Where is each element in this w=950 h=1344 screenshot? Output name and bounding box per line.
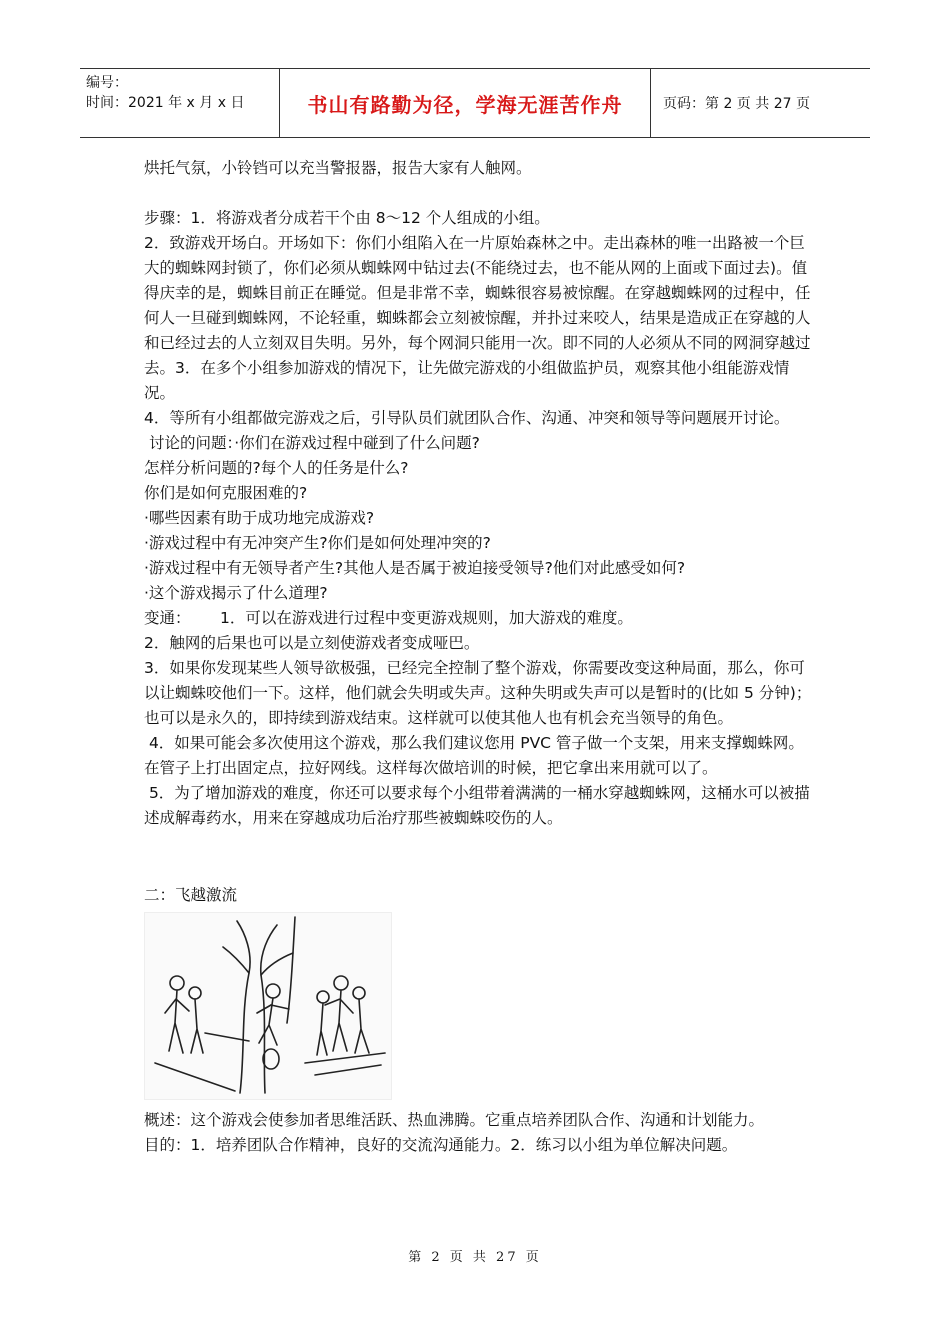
paragraph: 4．如果可能会多次使用这个游戏，那么我们建议您用 PVC 管子做一个支架，用来支撑蜘蛛网。在管子上打出固定点，拉好网线。这样每次做培训的时候，把它拿出来用就可以了。 xyxy=(144,734,804,777)
paragraph: 3．如果你发现某些人领导欲极强，已经完全控制了整个游戏，你需要改变这种局面，那么，你可以让蜘蛛咬他们一下。这样，他们就会失明或失声。这种失明或失声可以是暂时的(比如 5 分钟)；也可以是永久的，即持续到游戏结束。这样就可以使其他人也有机会充当领导的角色。 xyxy=(144,659,812,727)
header-page-info: 页码：第 2 页 共 27 页 xyxy=(663,96,810,112)
page-footer: 第 2 页 共 27 页 xyxy=(408,1250,542,1265)
tree-trunk xyxy=(237,921,250,1093)
paragraph: 怎样分析问题的?每个人的任务是什么? xyxy=(144,459,409,477)
section-heading: 二：飞越激流 xyxy=(144,886,238,904)
ground-line xyxy=(155,1063,235,1091)
header-motto: 书山有路勤为径，学海无涯苦作舟 xyxy=(280,69,651,137)
person-figure xyxy=(266,984,280,998)
paragraph: 5．为了增加游戏的难度，你还可以要求每个小组带着满满的一桶水穿越蜘蛛网，这桶水可以被描述成解毒药水，用来在穿越成功后治疗那些被蜘蛛咬伤的人。 xyxy=(144,784,810,827)
rope xyxy=(287,917,295,1023)
paragraph: 烘托气氛，小铃铛可以充当警报器，报告大家有人触网。 xyxy=(144,159,532,177)
header-meta xyxy=(80,69,280,137)
paragraph: 4．等所有小组都做完游戏之后，引导队员们就团队合作、沟通、冲突和领导等问题展开讨论。 xyxy=(144,409,790,427)
illustration-drawing xyxy=(145,913,391,1099)
paragraph: ·游戏过程中有无领导者产生?其他人是否属于被迫接受领导?他们对此感受如何? xyxy=(144,559,686,577)
illustration-image xyxy=(144,912,392,1100)
paragraph: ·这个游戏揭示了什么道理? xyxy=(144,584,328,602)
paragraph: 目的：1．培养团队合作精神，良好的交流沟通能力。2．练习以小组为单位解决问题。 xyxy=(144,1136,738,1154)
paragraph: 2．致游戏开场白。开场如下：你们小组陷入在一片原始森林之中。走出森林的唯一出路被一个巨大的蜘蛛网封锁了，你们必须从蜘蛛网中钻过去(不能绕过去，也不能从网的上面或下面过去)。值得庆幸的是，蜘蛛目前正在睡觉。但是非常不幸，蜘蛛很容易被惊醒。在穿越蜘蛛网的过程中，任何人一旦碰到蜘蛛网，不论轻重，蜘蛛都会立刻被惊醒，并扑过来咬人，结果是造成正在穿越的人和已经过去的人立刻双目失明。另外，每个网洞只能用一次。即不同的人必须从不同的网洞穿越过去。3．在多个小组参加游戏的情况下，让先做完游戏的小组做监护员，观察其他小组能游戏情况。 xyxy=(144,234,811,402)
paragraph: ·哪些因素有助于成功地完成游戏? xyxy=(144,509,375,527)
header-time: 时间：2021 年 x 月 x 日 xyxy=(86,95,245,111)
header-code: 编号： xyxy=(86,75,128,91)
document-body xyxy=(144,156,816,1158)
paragraph: 你们是如何克服困难的? xyxy=(144,484,308,502)
paragraph: 2．触网的后果也可以是立刻使游戏者变成哑巴。 xyxy=(144,634,480,652)
paragraph: ·游戏过程中有无冲突产生?你们是如何处理冲突的? xyxy=(144,534,491,552)
paragraph: 概述：这个游戏会使参加者思维活跃、热血沸腾。它重点培养团队合作、沟通和计划能力。 xyxy=(144,1111,765,1129)
paragraph: 变通： 1．可以在游戏进行过程中变更游戏规则，加大游戏的难度。 xyxy=(144,609,633,627)
paragraph: 步骤：1．将游戏者分成若干个由 8～12 个人组成的小组。 xyxy=(144,209,550,227)
paragraph: 讨论的问题：·你们在游戏过程中碰到了什么问题? xyxy=(144,434,480,452)
page-header xyxy=(80,68,870,138)
